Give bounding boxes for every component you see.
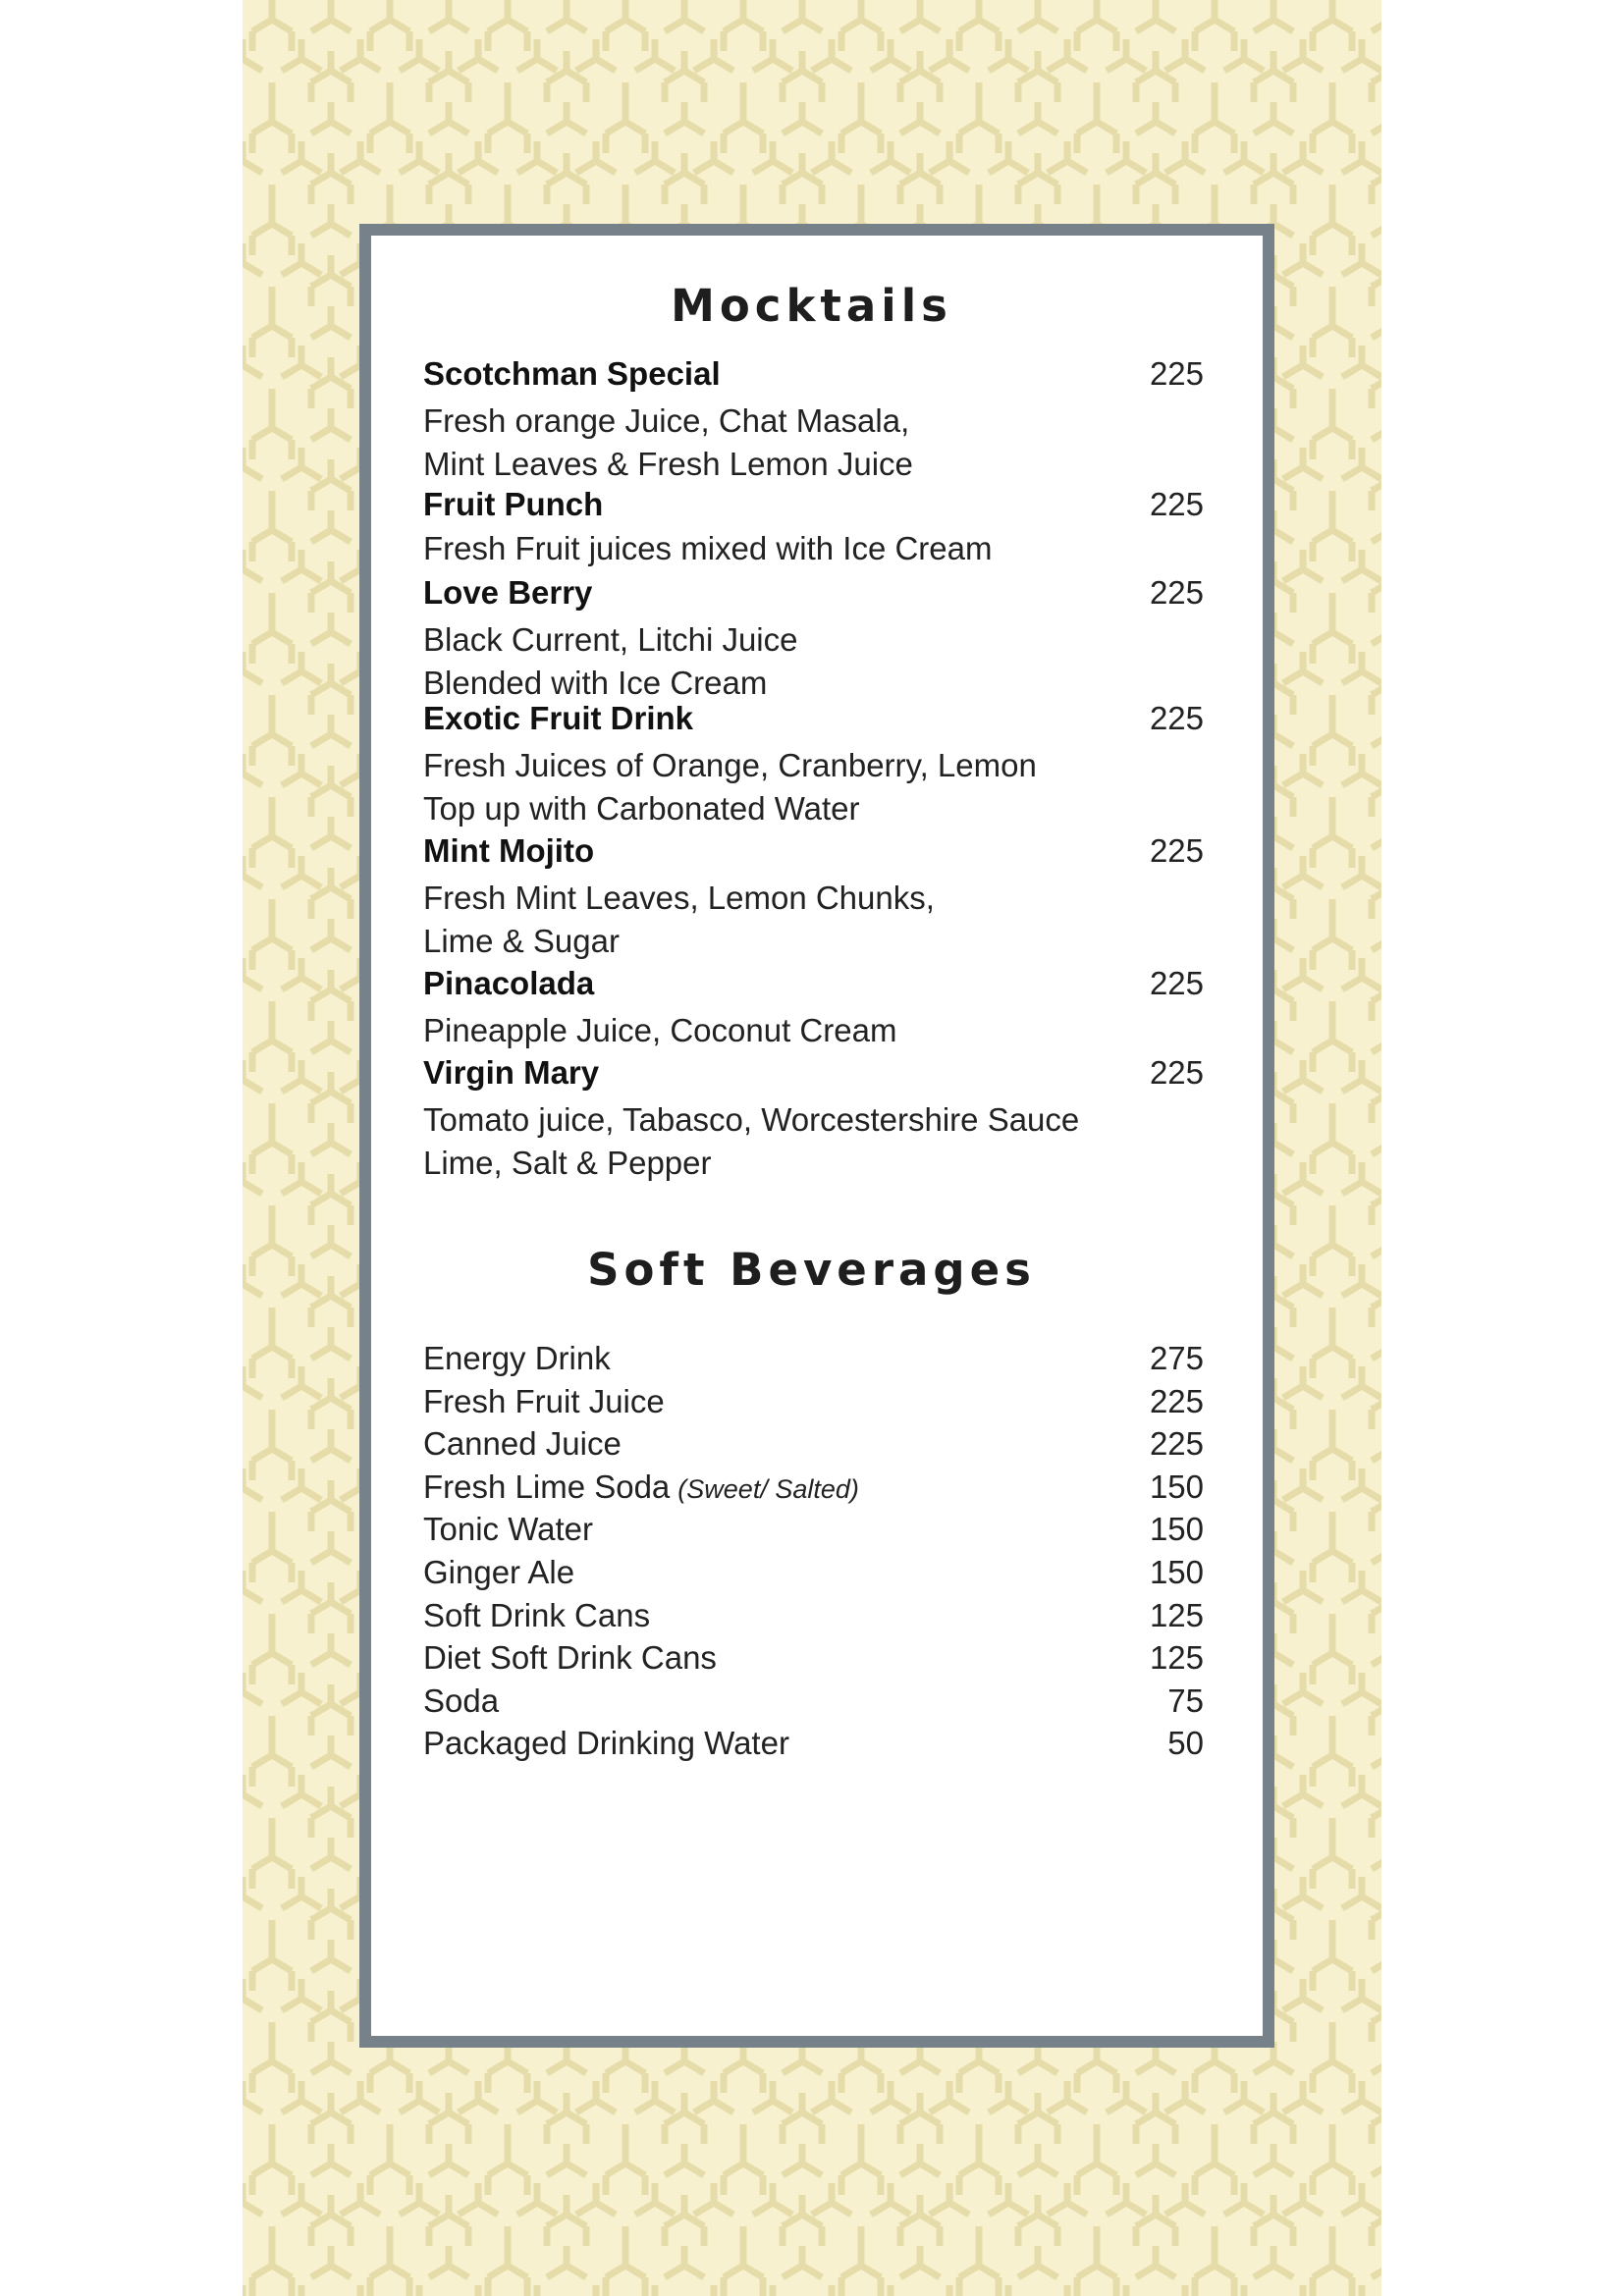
item-description: Fresh orange Juice, Chat Masala, (423, 402, 910, 439)
list-item (423, 355, 1204, 486)
item-description: Mint Leaves & Fresh Lemon Juice (423, 446, 913, 482)
item-price: 225 (1149, 355, 1204, 392)
list-item (423, 1425, 1204, 1468)
item-price: 225 (1149, 965, 1204, 1001)
list-item (423, 1639, 1204, 1682)
item-name: Mint Mojito (423, 832, 595, 869)
list-item (423, 1511, 1204, 1554)
list-item (423, 700, 1204, 830)
soft-beverages-title: Soft Beverages (587, 1244, 1036, 1296)
list-item (423, 1725, 1204, 1768)
item-price: 225 (1149, 1382, 1204, 1419)
item-note: (Sweet/ Salted) (677, 1473, 859, 1504)
item-name: Soda (423, 1682, 500, 1719)
soft-beverages-list (423, 1340, 1204, 1768)
item-price: 125 (1149, 1639, 1204, 1677)
item-price: 150 (1149, 1511, 1204, 1548)
item-price: 50 (1167, 1725, 1204, 1762)
item-description: Top up with Carbonated Water (423, 790, 860, 827)
list-item (423, 486, 1204, 570)
mocktails-title: Mocktails (671, 280, 952, 332)
list-item (423, 1468, 1204, 1512)
item-name: Diet Soft Drink Cans (423, 1639, 717, 1677)
mocktails-list (423, 355, 1204, 1185)
item-name: Virgin Mary (423, 1054, 600, 1091)
item-price: 225 (1149, 1054, 1204, 1091)
item-name: Scotchman Special (423, 355, 721, 392)
item-price: 150 (1149, 1553, 1204, 1590)
item-description: Fresh Fruit juices mixed with Ice Cream (423, 530, 993, 566)
item-description: Lime, Salt & Pepper (423, 1145, 712, 1181)
item-name: Soft Drink Cans (423, 1596, 651, 1633)
list-item (423, 1554, 1204, 1597)
item-price: 75 (1167, 1682, 1204, 1719)
item-name: Tonic Water (423, 1511, 593, 1548)
item-description: Lime & Sugar (423, 923, 620, 959)
list-item (423, 965, 1204, 1052)
item-price: 275 (1149, 1340, 1204, 1376)
item-price: 150 (1149, 1468, 1204, 1505)
list-item (423, 1383, 1204, 1426)
item-name: Exotic Fruit Drink (423, 700, 694, 736)
item-description: Fresh Juices of Orange, Cranberry, Lemon (423, 747, 1037, 783)
item-name: Canned Juice (423, 1425, 622, 1463)
item-description: Tomato juice, Tabasco, Worcestershire Sauce (423, 1101, 1080, 1138)
item-description: Blended with Ice Cream (423, 665, 768, 701)
list-item (423, 1597, 1204, 1640)
item-price: 225 (1149, 574, 1204, 611)
item-name: Pinacolada (423, 965, 595, 1001)
item-name: Fresh Lime Soda (423, 1468, 671, 1505)
item-price: 225 (1149, 1425, 1204, 1463)
item-name: Love Berry (423, 574, 593, 611)
list-item (423, 1054, 1204, 1185)
item-description: Fresh Mint Leaves, Lemon Chunks, (423, 880, 935, 916)
item-description: Pineapple Juice, Coconut Cream (423, 1012, 897, 1048)
item-price: 225 (1149, 700, 1204, 736)
list-item (423, 1682, 1204, 1726)
item-price: 125 (1149, 1596, 1204, 1633)
item-description: Black Current, Litchi Juice (423, 621, 798, 658)
item-name: Energy Drink (423, 1340, 611, 1376)
item-price: 225 (1149, 486, 1204, 522)
item-name: Packaged Drinking Water (423, 1725, 789, 1762)
item-name: Fresh Fruit Juice (423, 1382, 665, 1419)
list-item (423, 832, 1204, 963)
item-name: Fruit Punch (423, 486, 604, 522)
list-item (423, 574, 1204, 705)
list-item (423, 1340, 1204, 1383)
item-name: Ginger Ale (423, 1553, 575, 1590)
item-price: 225 (1149, 832, 1204, 869)
